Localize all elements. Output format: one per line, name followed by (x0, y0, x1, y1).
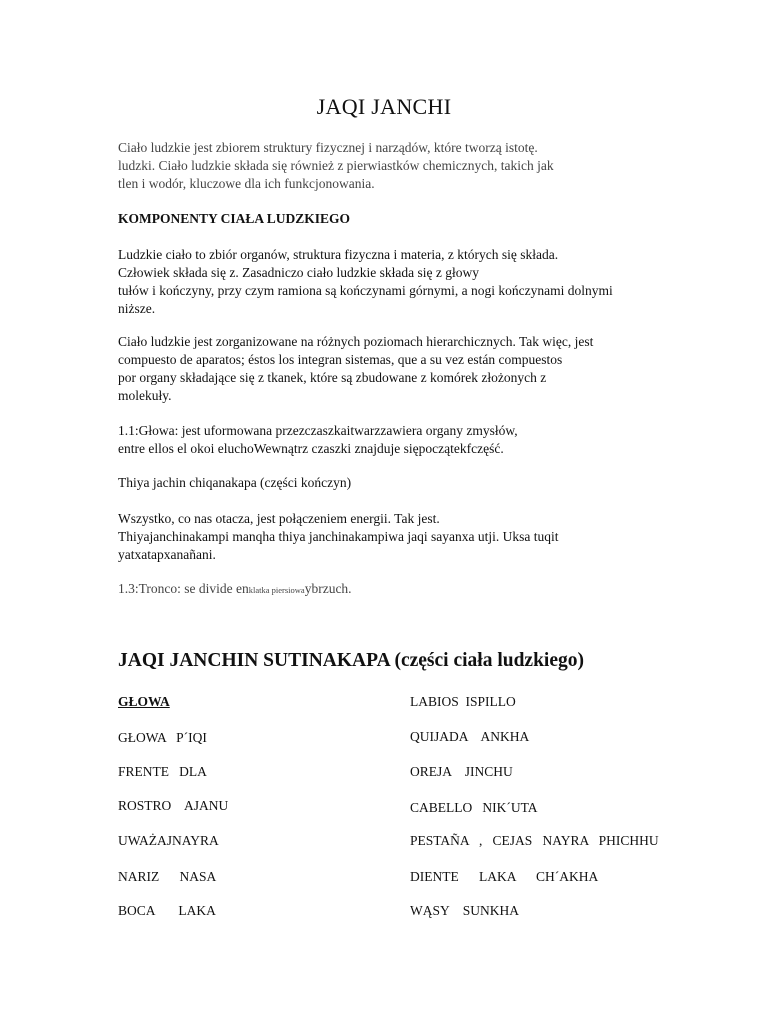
paragraph-head (118, 422, 718, 458)
section-heading: KOMPONENTY CIAŁA LUDZKIEGO (118, 211, 351, 226)
paragraph-line: Ludzkie ciało to zbiór organów, struktura fizyczna i materia, z których się składa. (118, 247, 559, 262)
trunk-suffix: ybrzuch. (304, 581, 352, 596)
paragraph-line: Thiya jachin chiqanakapa (części kończyn) (118, 475, 352, 490)
intro-line: ludzki. Ciało ludzkie składa się również z pierwiastków chemicznych, takich jak (118, 158, 554, 173)
vocab-item: UWAŻAJNAYRA (118, 833, 219, 848)
paragraph-line: molekuły. (118, 388, 172, 403)
body-parts-heading-main: JAQI JANCHIN SUTINAKAPA (118, 650, 395, 671)
paragraph-line: Ciało ludzkie jest zorganizowane na różnych poziomach hierarchicznych. Tak więc, jest (118, 334, 594, 349)
paragraph-line: yatxatapxanañani. (118, 547, 216, 562)
paragraph-limbs (118, 474, 718, 492)
paragraph-composition (118, 246, 718, 318)
paragraph-line (118, 580, 718, 599)
right-vocab-column (410, 694, 659, 918)
paragraph-line: Człowiek składa się z. Zasadniczo ciało ludzkie składa się z głowy (118, 265, 480, 280)
paragraph-line: compuesto de aparatos; éstos los integran sistemas, que a su vez están compuestos (118, 352, 563, 367)
trunk-small-text: klatka piersiowa (248, 585, 305, 595)
paragraph-trunk (118, 580, 718, 599)
vocab-item: DIENTE LAKA CH´AKHA (410, 869, 599, 884)
left-vocab-column (118, 694, 229, 918)
vocab-item: NARIZ NASA (118, 869, 217, 884)
intro-line: tlen i wodór, kluczowe dla ich funkcjonowania. (118, 176, 375, 191)
paragraph-line: tułów i kończyny, przy czym ramiona są kończynami górnymi, a nogi kończynami dolnymi (118, 283, 613, 298)
paragraph-line: Thiyajanchinakampi manqha thiya janchinakampiwa jaqi sayanxa utji. Uksa tuqit (118, 529, 559, 544)
vocab-item: BOCA LAKA (118, 903, 216, 918)
paragraph-line: Wszystko, co nas otacza, jest połączeniem energii. Tak jest. (118, 511, 440, 526)
paragraph-energy (118, 510, 718, 564)
intro-line: Ciało ludzkie jest zbiorem struktury fizycznej i narządów, które tworzą istotę. (118, 140, 538, 155)
intro-paragraph (118, 139, 718, 193)
paragraph-line: niższe. (118, 301, 156, 316)
trunk-prefix: 1.3:Tronco: se divide en (118, 581, 249, 596)
body-parts-heading-paren: (części ciała ludzkiego) (394, 650, 585, 671)
page-title: JAQI JANCHI (316, 94, 452, 119)
vocab-item: FRENTE DLA (118, 764, 207, 779)
paragraph-line: 1.1:Głowa: jest uformowana przezczaszkaitwarzzawiera organy zmysłów, (118, 423, 518, 438)
paragraph-line: por organy składające się z tkanek, które są zbudowane z komórek złożonych z (118, 370, 547, 385)
vocab-item: PESTAÑA , CEJAS NAYRA PHICHHU (410, 833, 659, 848)
body-parts-heading (118, 650, 584, 672)
vocab-heading-glowa: GŁOWA (118, 694, 170, 709)
vocab-item: ROSTRO AJANU (118, 798, 229, 813)
vocab-item: CABELLO NIK´UTA (410, 800, 538, 815)
paragraph-line: entre ellos el okoi eluchoWewnątrz czaszki znajduje siępoczątekfczęść. (118, 441, 504, 456)
vocab-item: WĄSY SUNKHA (410, 903, 520, 918)
vocab-item: GŁOWA P´IQI (118, 730, 207, 745)
paragraph-organization (118, 333, 718, 405)
vocab-item: LABIOS ISPILLO (410, 694, 516, 709)
vocab-item: OREJA JINCHU (410, 764, 513, 779)
vocab-item: QUIJADA ANKHA (410, 729, 530, 744)
